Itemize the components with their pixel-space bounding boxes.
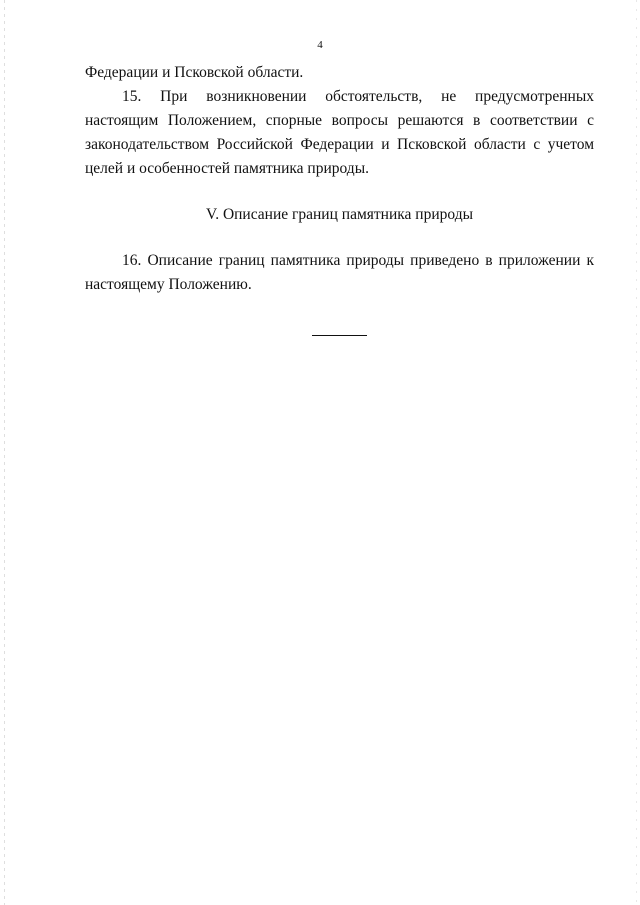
- section-heading: V. Описание границ памятника природы: [206, 206, 473, 223]
- paragraph-15: 15. При возникновении обстоятельств, не предусмотренных настоящим Положением, спорные вопросы решаются в соответствии с законодательством Российской Федерации и Псковской области с учетом целей и особенностей памятника природы.: [85, 88, 594, 177]
- scan-edge-right: [636, 0, 637, 905]
- document-body: [85, 61, 594, 297]
- end-rule: [312, 335, 367, 336]
- page-number: 4: [317, 39, 323, 51]
- paragraph-continuation: Федерации и Псковской области.: [85, 64, 304, 81]
- scan-edge-left: [4, 0, 5, 905]
- paragraph-16: 16. Описание границ памятника природы приведено в приложении к настоящему Положению.: [85, 252, 594, 293]
